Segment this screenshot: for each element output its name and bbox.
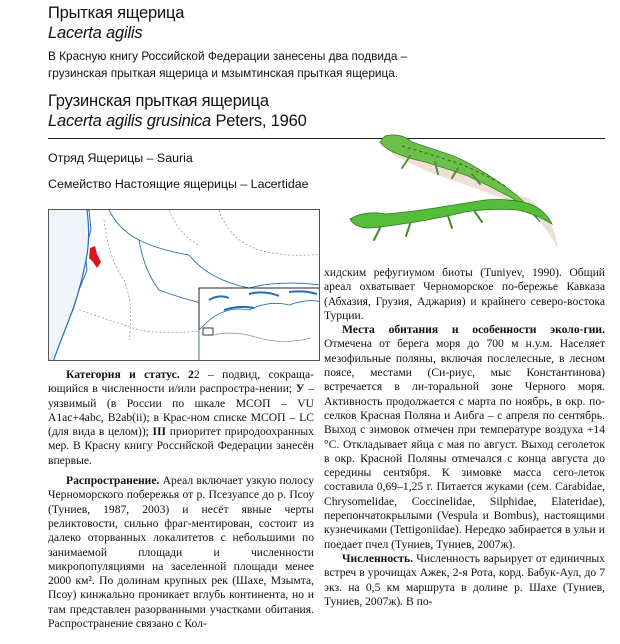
habitat-heading: Места обитания и особенности эколо-гии. [342,323,605,337]
red-book-note-line-2: грузинская прыткая ящерица и мзымтинская прыткая ящерица. [48,66,399,80]
range-continuation: хидским рефугиумом биоты (Tuniyev, 1990). Общий ареал охватывает Черноморское по-бережье Кавказа (Абхазия, Грузия, Аджария) и крайнего северо-востока Турции. [324,266,605,322]
category-text-1: 2 – подвид, сокраща-ющийся в численности и/или распростра-нении; [48,368,314,396]
category-text-2: – уязвимый (в России по шкале МСОП – VU A1ac+4abc, B2ab(ii); в Крас-ном списке МСОП – LC (для вида в целом)); [48,382,314,439]
category-heading: Категория и статус. [66,368,180,381]
category-paragraph: Категория и статус. 22 – подвид, сокраща-ющийся в численности и/или распростра-нении; У – уязвимый (в России по шкале МСОП – VU A1ac+4abc, B2ab(ii); в Крас-ном списке МСОП – LC (для вида в целом)); III приоритет природоохранных мер. В Красну книгу Российской Федерации занесён впервые. [48,368,315,467]
right-column [324,266,605,609]
habitat-paragraph [324,323,605,552]
lizard-illustration [340,124,570,254]
range-map-svg [49,210,320,361]
range-paragraph [48,474,314,631]
range-map [48,209,320,361]
left-column [48,368,314,631]
abundance-heading: Численность. [342,551,414,565]
taxon-order: Отряд Ящерицы – Sauria [48,151,193,165]
range-text: Ареал включает узкую полосу Черноморского побережья от р. Псезуапсе до р. Псоу (Туниев, 1987, 2003) и несёт явные черты реликтовости, сильно фраг-ментирован, состоит из далеко оторванных локалитетов с небольшими по занимаемой площади и численности микропопуляциями на заселенной площади менее 2000 км². По долинам крупных рек (Шахе, Мзымта, Псоу) кинжально проникает вглубь континента, но и там представлен разорванными участками обитания. Распространение связано с Кол- [48,474,314,631]
subspecies-name-ru: Грузинская прыткая ящерица [48,92,269,110]
category-iii-label: III [152,425,167,439]
taxon-family: Семейство Настоящие ящерицы – Lacertidae [48,177,309,191]
subspecies-author: Peters, 1960 [215,112,307,130]
species-name-ru: Прыткая ящерица [48,4,185,22]
range-heading: Распространение. [66,474,160,488]
range-area [89,246,101,268]
abundance-paragraph [324,552,605,609]
abundance-text: Численность варьирует от единичных встреч в урочищах Ажек, 2-я Рота, корд. Бабук-Аул, до 7 экз. на 0,5 км маршрута в долине р. Шахе (Туниев, Туниев, 2007ж). В по- [324,551,605,608]
category-text-3: приоритет природоохранных мер. В Красну книгу Российской Федерации занесён впервые. [48,425,315,467]
habitat-text: Отмечена от берега моря до 700 м н.у.м. Населяет мезофильные поляны, включая послелесные, в лесном поясе, местами (Си-риус, мыс Константинова) встречается в ли-торальной зоне Черного моря. Активность продолжается с марта по ноябрь, в окр. по-селков Красная Поляна и Аибга – с апреля по сентябрь. Выход с зимовок отмечен при температуре воздуха +14 °С. Откладывает яйца с мая по август. Выход сеголеток в окр. Красной Поляны отмечался с конца августа до середины сентября. К зимовке масса сего-леток составила 0,69–1,25 г. Питается жуками (сем. Carabidae, Chrysomelidae, Coccinelidae, Silphidae, Elateridae), перепончатокрылыми (Vespula и Bombus), настоящими кузнечиками (Tettigoniidae). Нередко забирается в ульи и поедает пчел (Туниев, Туниев, 2007ж). [324,337,605,551]
subspecies-name-latin: Lacerta agilis grusinica [48,112,212,130]
subspecies-name-latin-line [48,112,307,131]
species-name-latin: Lacerta agilis [48,24,143,42]
category-u-label: У [295,382,305,396]
lower-lizard [350,200,552,241]
red-book-note-line-1: В Красную книгу Российской Федерации занесены два подвида – [48,49,408,63]
